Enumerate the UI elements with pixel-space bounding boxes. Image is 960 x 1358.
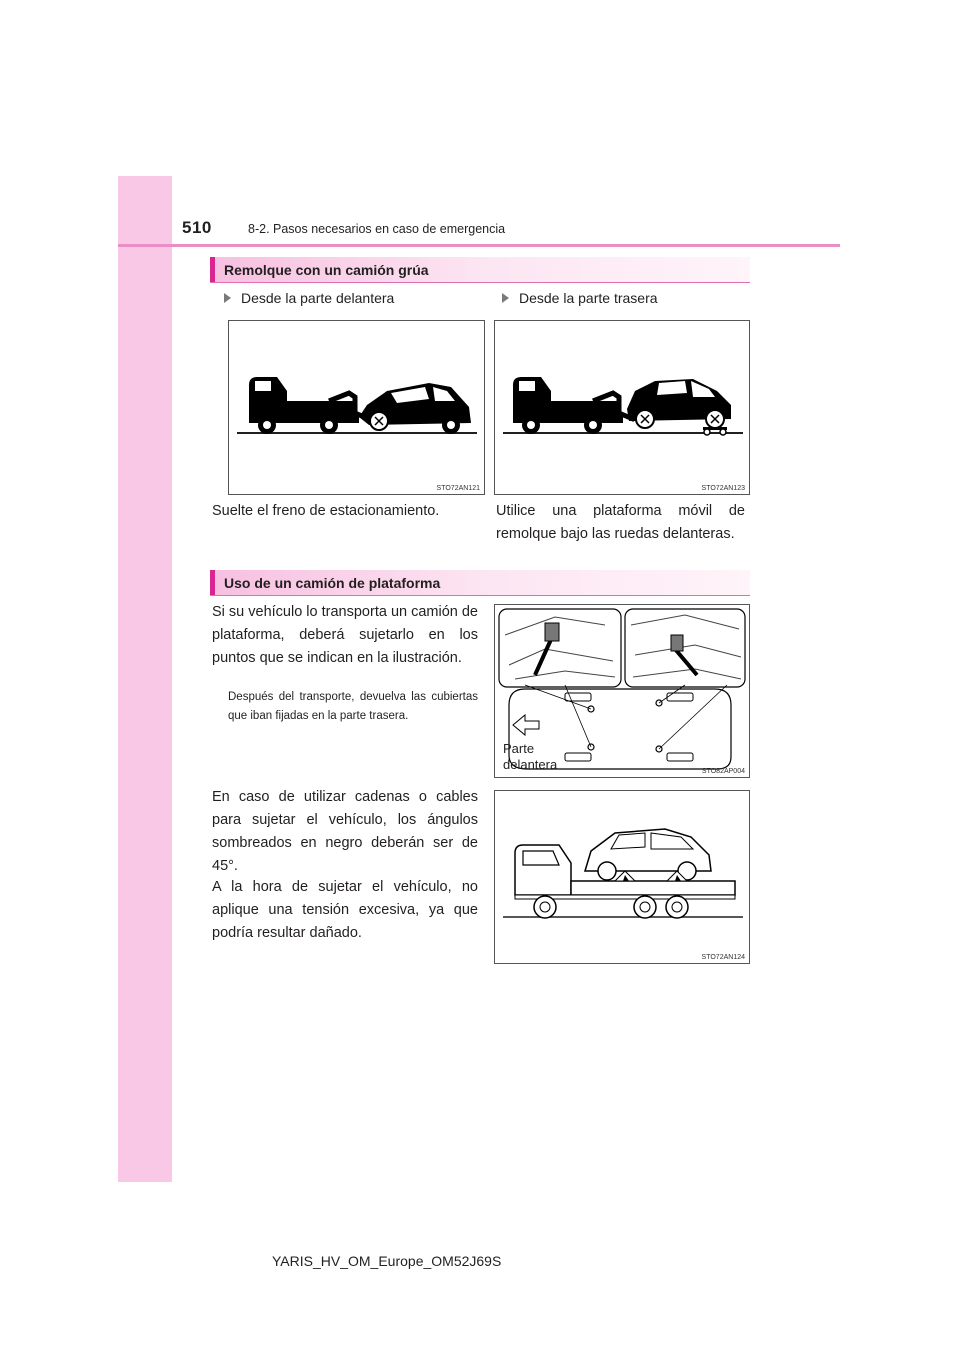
figure-tie-down-points <box>494 604 750 778</box>
side-tab-strip <box>118 176 172 1182</box>
figure-code: STO72AN123 <box>701 485 745 492</box>
section-heading-tow-truck <box>210 257 750 283</box>
figure-flatbed-truck <box>494 790 750 964</box>
figure-code: STO82AP004 <box>701 768 745 775</box>
figure-code: STO72AN121 <box>436 485 480 492</box>
bullet-from-rear <box>502 290 658 306</box>
footer-doc-code: YARIS_HV_OM_Europe_OM52J69S <box>272 1253 502 1269</box>
header-rule <box>118 244 840 247</box>
figure-tow-front <box>228 320 485 495</box>
front-label <box>503 741 557 773</box>
caption-use-dolly: Utilice una plataforma móvil de remolque bajo las ruedas delanteras. <box>496 503 745 542</box>
section-marker <box>210 257 215 282</box>
bullet-text: Desde la parte trasera <box>519 290 658 306</box>
bullet-from-front <box>224 290 394 306</box>
section-marker <box>210 570 215 595</box>
figure-tow-rear <box>494 320 750 495</box>
flatbed-paragraph-2: En caso de utilizar cadenas o cables para sujetar el vehículo, los ángulos sombreados en negro deberán ser de 45°. <box>212 789 478 874</box>
tow-truck-front-illustration <box>229 321 484 494</box>
tow-truck-rear-illustration <box>495 321 749 494</box>
section-title: Uso de un camión de plataforma <box>224 575 441 591</box>
figure-code: STO72AN124 <box>701 954 745 961</box>
bullet-triangle-icon <box>502 293 509 303</box>
caption-release-brake: Suelte el freno de estacionamiento. <box>212 503 440 519</box>
flatbed-paragraph-3: A la hora de sujetar el vehículo, no aplique una tensión excesiva, ya que podría resultar dañado. <box>212 879 478 941</box>
bullet-text: Desde la parte delantera <box>241 290 395 306</box>
chapter-header: 8-2. Pasos necesarios en caso de emergencia <box>248 222 506 236</box>
flatbed-note: Después del transporte, devuelva las cubiertas que iban fijadas en la parte trasera. <box>228 691 478 722</box>
flatbed-paragraph-1: Si su vehículo lo transporta un camión de plataforma, deberá sujetarlo en los puntos que se indican en la ilustración. <box>212 604 478 666</box>
front-label-line1: Parte <box>503 741 535 756</box>
bullet-triangle-icon <box>224 293 231 303</box>
front-label-line2: delantera <box>503 757 558 772</box>
flatbed-truck-illustration <box>495 791 749 963</box>
page-number: 510 <box>182 218 212 237</box>
section-title: Remolque con un camión grúa <box>224 262 429 278</box>
section-heading-flatbed <box>210 570 750 596</box>
